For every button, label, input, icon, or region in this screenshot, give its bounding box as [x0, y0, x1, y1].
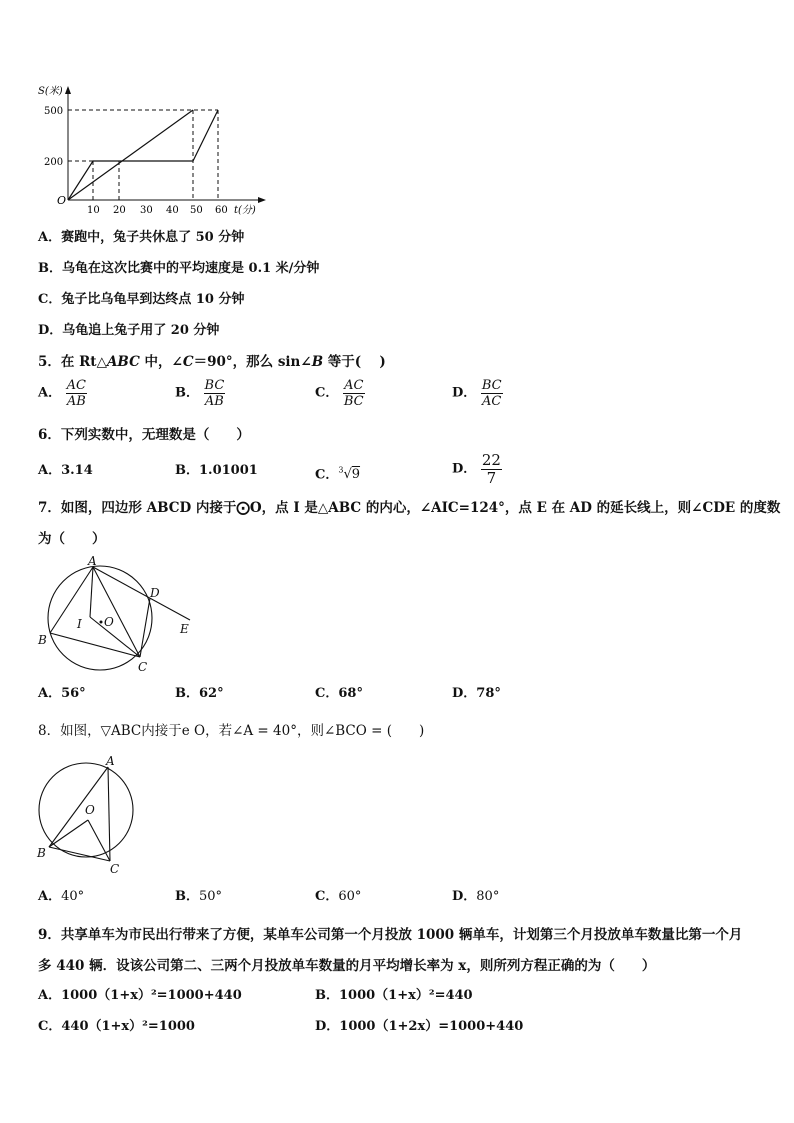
x-tick-10: 10 [87, 205, 100, 216]
q4-option-c[interactable]: C．兔子比乌龟早到达终点 10 分钟 [38, 292, 245, 307]
q7-option-c[interactable]: C．68° [315, 686, 363, 701]
label-a: A [106, 754, 115, 768]
rabbit-line [68, 110, 218, 200]
q7-option-a[interactable]: A．56° [38, 686, 86, 701]
label-d: D [150, 586, 160, 600]
q9-option-b[interactable]: B．1000（1+x）²=440 [315, 988, 473, 1003]
q6-option-c[interactable]: C．$^3$√9 [315, 466, 361, 483]
label-b: B [38, 633, 47, 647]
x-tick-30: 30 [140, 205, 153, 216]
label-c: C [110, 862, 120, 876]
label-a: A [88, 554, 97, 568]
segment-ac [93, 567, 140, 657]
q8-option-d[interactable]: D．80° [452, 889, 500, 904]
label-c: C [138, 660, 148, 674]
x-tick-60: 60 [215, 205, 228, 216]
q6-option-a[interactable]: A．3.14 [38, 463, 93, 478]
q5-option-d[interactable]: D． $\frac{BC}{AC}$ [452, 378, 502, 409]
q9-option-d[interactable]: D．1000（1+2x）=1000+440 [315, 1019, 524, 1034]
q5-option-b[interactable]: B． $\frac{BC}{AB}$ [175, 378, 225, 409]
fraction: $\frac{AC}{AB}$ [66, 378, 86, 409]
q4-option-b[interactable]: B．乌龟在这次比赛中的平均速度是 0.1 米/分钟 [38, 261, 320, 276]
q8-option-b[interactable]: B．50° [175, 889, 223, 904]
label-b: B [37, 846, 46, 860]
q5-stem: 5．在 Rt△ABC 中，∠C＝90°，那么 sin∠B 等于( ) [38, 354, 386, 370]
segment-ae [93, 567, 190, 620]
x-axis-arrow-icon [258, 197, 266, 203]
segment-ob [49, 820, 88, 847]
x-tick-50: 50 [190, 205, 203, 216]
segment-cd [140, 598, 150, 657]
x-axis-label: t(分) [234, 205, 256, 216]
segment-ai [90, 567, 93, 617]
q8-stem: 8．如图，▽ABC内接于e O，若∠A = 40°，则∠BCO = ( ) [38, 723, 425, 739]
q4-option-a[interactable]: A．赛跑中，兔子共休息了 50 分钟 [38, 230, 245, 245]
x-tick-40: 40 [166, 205, 179, 216]
fraction: $\frac{AC}{BC}$ [343, 378, 364, 409]
segment-ic [90, 617, 140, 657]
q9-option-c[interactable]: C．440（1+x）²=1000 [38, 1019, 195, 1034]
origin-label: O [57, 194, 67, 207]
segment-ab [49, 767, 108, 847]
q5-option-a[interactable]: A． $\frac{AC}{AB}$ [38, 378, 86, 409]
fraction: $\frac{BC}{AB}$ [204, 378, 225, 409]
fraction: $\frac{BC}{AC}$ [481, 378, 502, 409]
label-i: I [77, 617, 82, 631]
q9-option-a[interactable]: A．1000（1+x）²=1000+440 [38, 988, 242, 1003]
q6-option-b[interactable]: B．1.01001 [175, 463, 258, 478]
label-e: E [180, 622, 189, 636]
y-axis-arrow-icon [65, 86, 71, 94]
q9-stem-line1: 9．共享单车为市民出行带来了方便，某单车公司第一个月投放 1000 辆单车，计划第三个月投放单车数量比第一个月 [38, 927, 743, 943]
q7-stem-line1: 7．如图，四边形 ABCD 内接于⨀O，点 I 是△ABC 的内心，∠AIC=124°，点 E 在 AD 的延长线上，则∠CDE 的度数 [38, 500, 781, 516]
q4-option-d[interactable]: D．乌龟追上兔子用了 20 分钟 [38, 323, 220, 338]
x-tick-20: 20 [113, 205, 126, 216]
q8-option-a[interactable]: A．40° [38, 889, 85, 904]
tortoise-line [68, 110, 193, 200]
q5-option-c[interactable]: C． $\frac{AC}{BC}$ [315, 378, 364, 409]
q8-option-c[interactable]: C．60° [315, 889, 362, 904]
segment-ab [50, 567, 93, 633]
q7-option-b[interactable]: B．62° [175, 686, 224, 701]
q8-figure [30, 752, 160, 877]
q7-option-d[interactable]: D．78° [452, 686, 501, 701]
segment-bc [49, 847, 110, 861]
fraction: $\frac{22}{7}$ [481, 451, 501, 487]
q6-option-d[interactable]: D． $\frac{22}{7}$ [452, 451, 501, 487]
y-tick-500: 500 [44, 106, 64, 117]
y-axis-label: S(米) [38, 86, 63, 97]
q7-figure [30, 553, 200, 678]
label-o: O [85, 803, 95, 817]
q7-stem-line2: 为（ ） [38, 531, 106, 547]
cube-root: $^3$√9 [338, 466, 361, 483]
distance-time-graph [28, 80, 278, 220]
label-o: O [104, 615, 114, 629]
center-o-dot [100, 621, 103, 624]
y-tick-200: 200 [44, 157, 64, 168]
q6-stem: 6．下列实数中，无理数是（ ） [38, 427, 250, 443]
segment-ca [108, 767, 110, 861]
q9-stem-line2: 多 440 辆．设该公司第二、三两个月投放单车数量的月平均增长率为 x，则所列方程正确的为（ ） [38, 958, 656, 974]
segment-bc [50, 633, 140, 657]
